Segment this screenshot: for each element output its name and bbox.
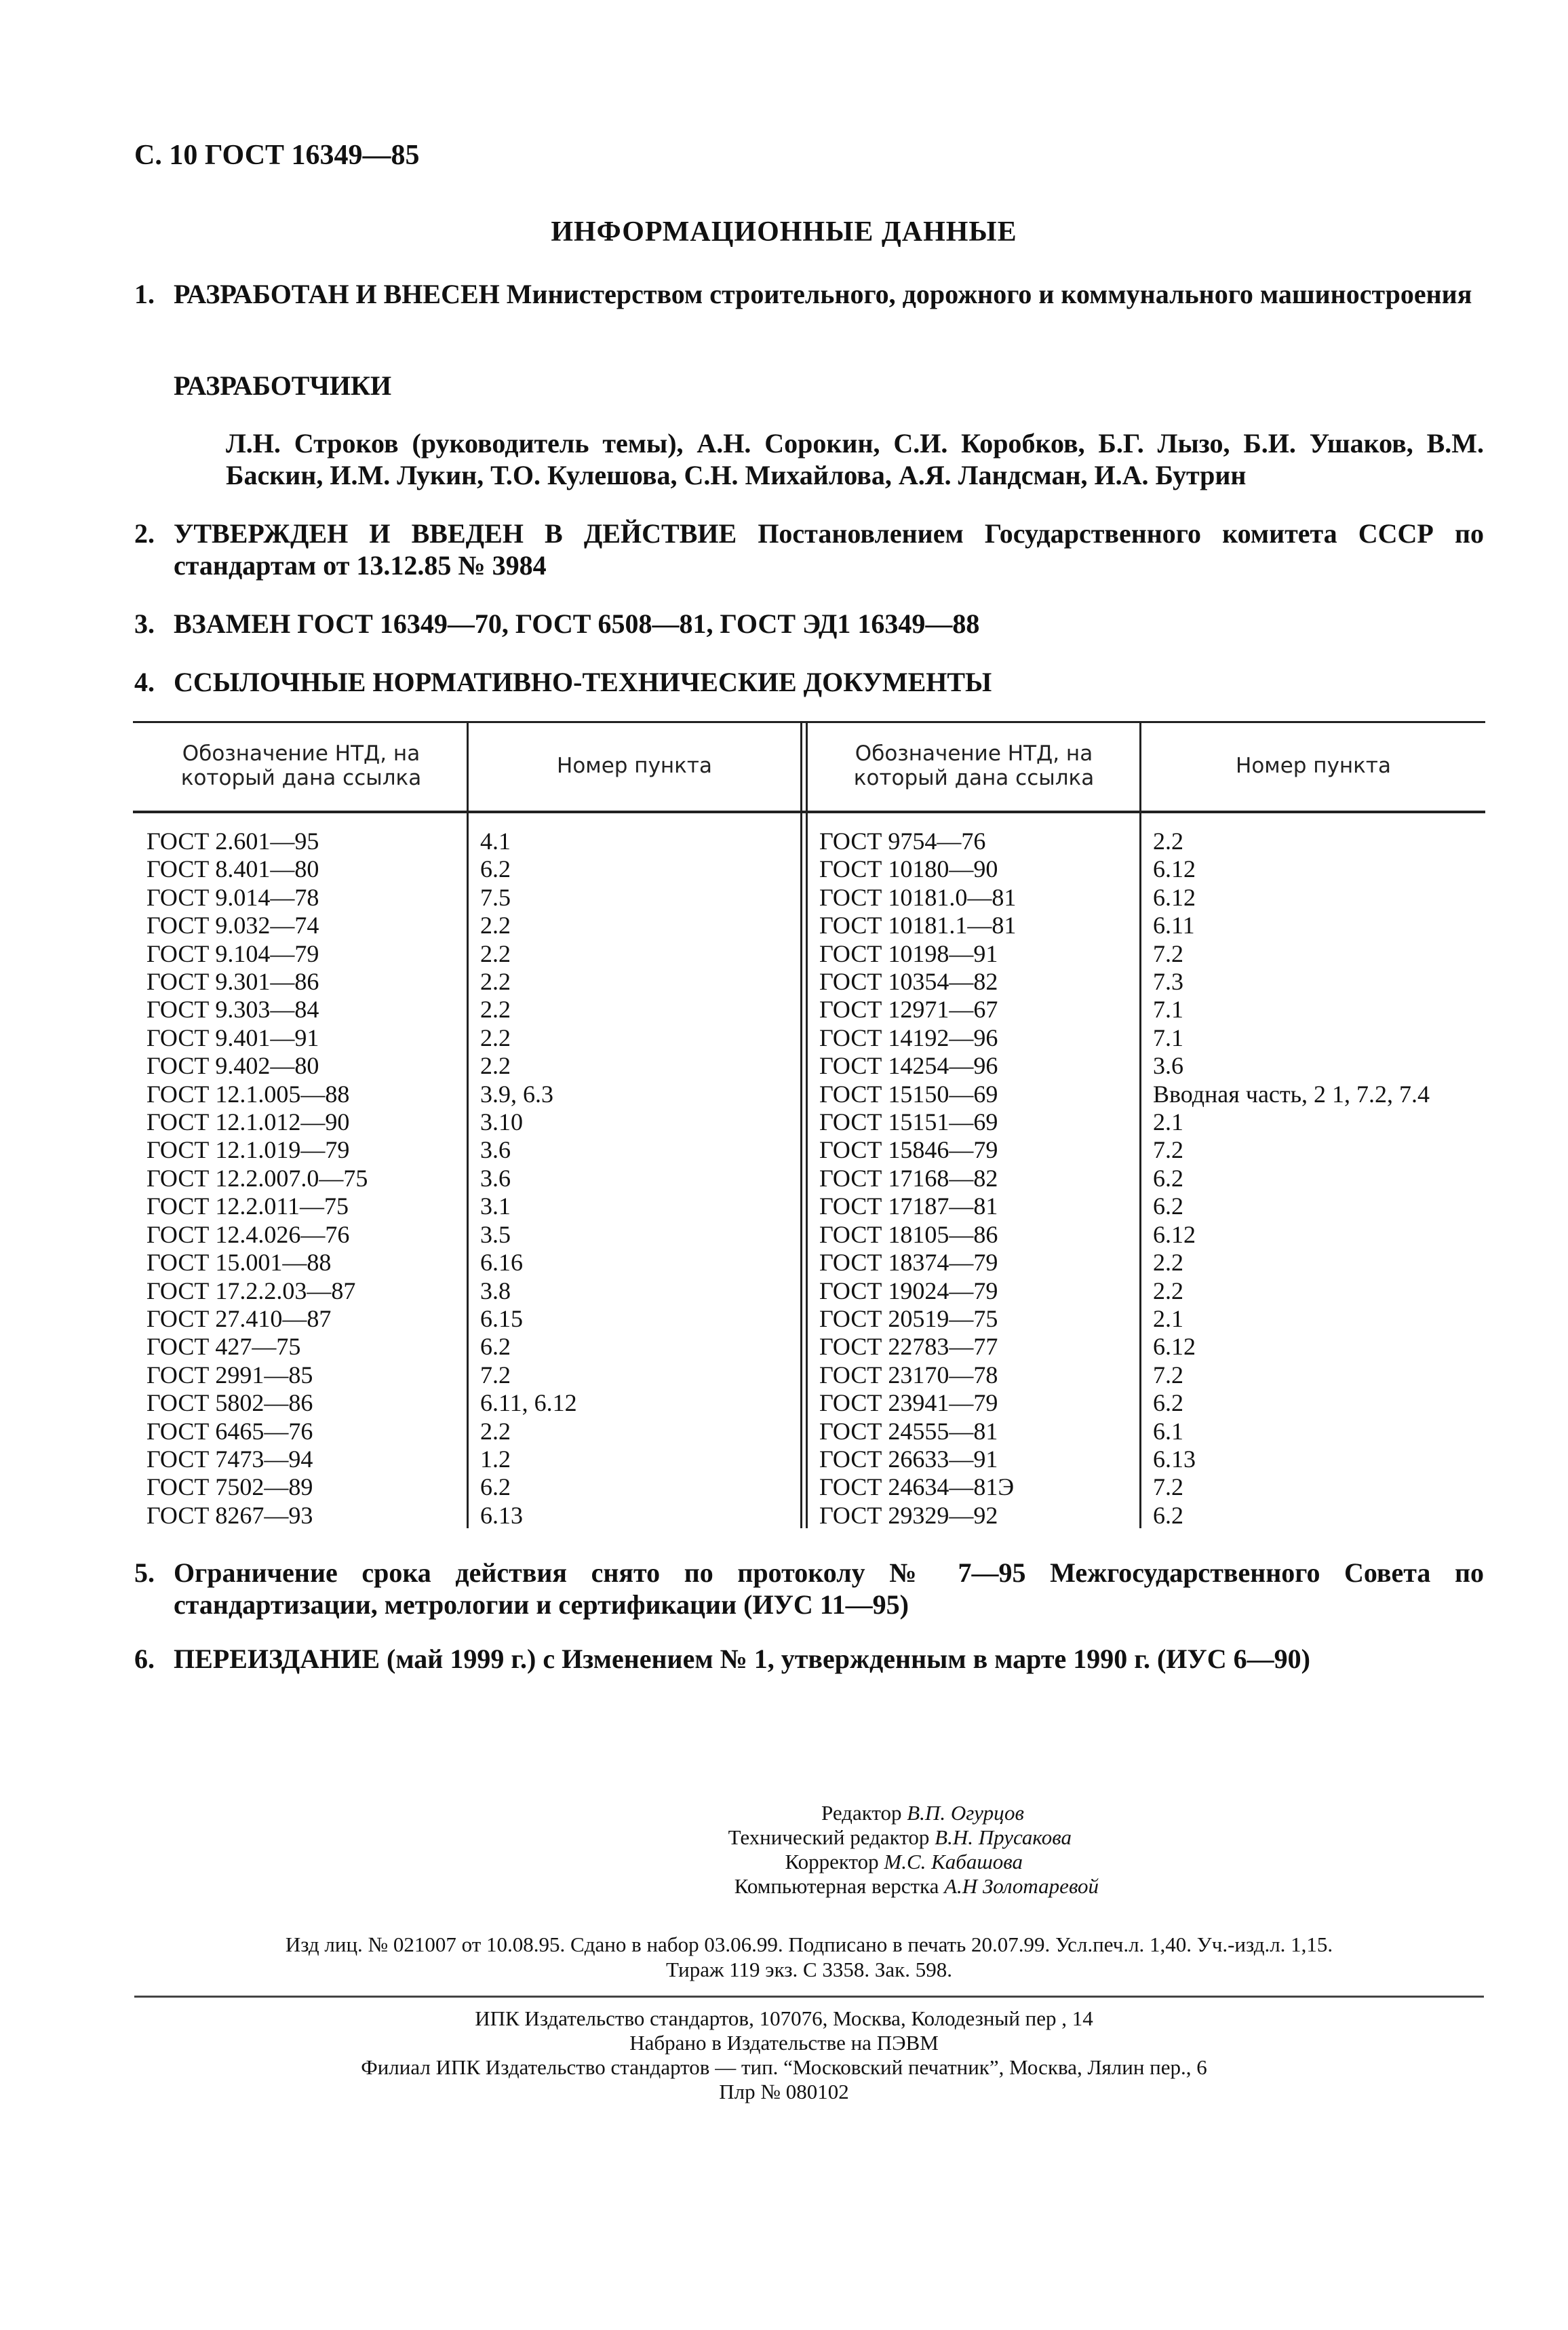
table-cell-doc: ГОСТ 15846—79 xyxy=(819,1136,998,1164)
table-cell-doc: ГОСТ 17187—81 xyxy=(819,1192,998,1220)
column-divider xyxy=(1139,721,1141,1528)
table-cell-doc: ГОСТ 10181.0—81 xyxy=(819,883,1017,911)
table-cell-doc: ГОСТ 19024—79 xyxy=(819,1277,998,1304)
table-cell-clause: 3.10 xyxy=(480,1108,523,1136)
item-text: Ограничение срока действия снято по протоколу № 7—95 Межгосударственного Совета по стандартизации, метрологии и сертификации (ИУС 11—95) xyxy=(174,1557,1484,1620)
table-cell-clause: 3.5 xyxy=(480,1220,511,1248)
table-cell-clause: 7.2 xyxy=(1153,1473,1183,1501)
table-cell-doc: ГОСТ 10354—82 xyxy=(819,968,998,996)
credit-tech-editor xyxy=(583,1825,1099,1850)
table-cell-doc: ГОСТ 15150—69 xyxy=(819,1080,998,1108)
table-cell-doc: ГОСТ 2991—85 xyxy=(146,1361,313,1389)
table-cell-doc: ГОСТ 17.2.2.03—87 xyxy=(146,1277,356,1304)
table-cell-clause: 6.12 xyxy=(1153,883,1196,911)
item-4 xyxy=(134,666,1484,698)
table-cell-doc: ГОСТ 12.1.012—90 xyxy=(146,1108,350,1136)
table-cell-doc: ГОСТ 12971—67 xyxy=(819,996,998,1024)
table-cell-doc: ГОСТ 18105—86 xyxy=(819,1220,998,1248)
item-lead: РАЗРАБОТАН И ВНЕСЕН xyxy=(174,279,500,309)
table-cell-doc: ГОСТ 20519—75 xyxy=(819,1304,998,1332)
header-doc-left: Обозначение НТД, на который дана ссылка xyxy=(180,741,422,790)
table-cell-clause: 7.2 xyxy=(480,1361,511,1389)
table-cell-clause: 2.2 xyxy=(480,1024,511,1051)
table-cell-doc: ГОСТ 24555—81 xyxy=(819,1417,998,1445)
table-cell-clause: 6.2 xyxy=(480,1333,511,1361)
table-cell-clause: 4.1 xyxy=(480,828,511,855)
header-clause-left: Номер пункта xyxy=(557,754,712,778)
table-cell-doc: ГОСТ 6465—76 xyxy=(146,1417,313,1445)
publication-info-line: Изд лиц. № 021007 от 10.08.95. Сдано в набор 03.06.99. Подписано в печать 20.07.99. Усл.печ.л. 1,40. Уч.-изд.л. 1,15. xyxy=(285,1933,1333,1956)
table-cell-clause: 7.2 xyxy=(1153,1361,1183,1389)
table-cell-clause: 2.2 xyxy=(480,968,511,996)
table-cell-clause: 2.2 xyxy=(1153,1249,1183,1277)
table-cell-doc: ГОСТ 12.2.011—75 xyxy=(146,1192,349,1220)
table-cell-doc: ГОСТ 9.104—79 xyxy=(146,939,319,967)
table-cell-doc: ГОСТ 18374—79 xyxy=(819,1249,998,1277)
table-cell-doc: ГОСТ 17168—82 xyxy=(819,1164,998,1192)
item-number: 4. xyxy=(134,667,155,697)
table-cell-clause: 2.2 xyxy=(1153,1277,1183,1304)
item-text: ССЫЛОЧНЫЕ НОРМАТИВНО-ТЕХНИЧЕСКИЕ ДОКУМЕНТЫ xyxy=(174,667,992,697)
table-cell-clause: 3.6 xyxy=(480,1136,511,1164)
credit-label: Корректор xyxy=(785,1850,879,1873)
credit-layout xyxy=(583,1874,1099,1899)
table-cell-clause: 6.1 xyxy=(1153,1417,1183,1445)
table-cell-doc: ГОСТ 12.1.019—79 xyxy=(146,1136,350,1164)
table-cell-clause: 6.2 xyxy=(480,1473,511,1501)
item-text: Министерством строительного, дорожного и коммунального машиностроения xyxy=(506,279,1472,309)
table-cell-clause: 2.2 xyxy=(480,1052,511,1080)
credit-name: М.С. Кабашова xyxy=(884,1850,1023,1873)
credit-name: А.Н Золотаревой xyxy=(944,1874,1099,1898)
credit-label: Технический редактор xyxy=(728,1825,930,1849)
table-cell-doc: ГОСТ 9.032—74 xyxy=(146,912,319,939)
table-cell-doc: ГОСТ 29329—92 xyxy=(819,1501,998,1529)
credit-name: В.П. Огурцов xyxy=(907,1801,1024,1825)
table-cell-clause: 6.16 xyxy=(480,1249,523,1277)
credit-editor xyxy=(583,1801,1099,1825)
table-cell-clause: 6.15 xyxy=(480,1304,523,1332)
table-cell-clause: 2.2 xyxy=(480,912,511,939)
table-cell-doc: ГОСТ 9.402—80 xyxy=(146,1052,319,1080)
credits-block xyxy=(583,1801,1099,1899)
table-cell-doc: ГОСТ 10198—91 xyxy=(819,939,998,967)
table-cell-clause: 6.12 xyxy=(1153,1220,1196,1248)
table-cell-clause: 2.1 xyxy=(1153,1304,1183,1332)
table-cell-doc: ГОСТ 9754—76 xyxy=(819,828,986,855)
item-text: Постановлением Государственного комитета СССР по стандартам от 13.12.85 № 3984 xyxy=(174,518,1485,581)
table-cell-clause: 2.2 xyxy=(480,1417,511,1445)
table-cell-doc: ГОСТ 23941—79 xyxy=(819,1389,998,1417)
table-cell-clause: Вводная часть, 2 1, 7.2, 7.4 xyxy=(1153,1080,1430,1108)
table-cell-clause: 6.11, 6.12 xyxy=(480,1389,577,1417)
table-cell-doc: ГОСТ 12.4.026—76 xyxy=(146,1220,350,1248)
imprint-line: ИПК Издательство стандартов, 107076, Москва, Колодезный пер , 14 xyxy=(475,2006,1093,2030)
item-number: 6. xyxy=(134,1644,155,1674)
item-number: 5. xyxy=(134,1557,155,1588)
developers-list: Л.Н. Строков (руководитель темы), А.Н. Сорокин, С.И. Коробков, Б.Г. Лызо, Б.И. Ушаков, В.М. Баскин, И.М. Лукин, Т.О. Кулешова, С.Н. Михайлова, А.Я. Ландсман, И.А. Бутрин xyxy=(226,428,1484,490)
header-doc-right: Обозначение НТД, на который дана ссылка xyxy=(853,741,1095,790)
table-cell-doc: ГОСТ 10181.1—81 xyxy=(819,912,1017,939)
developers-heading: РАЗРАБОТЧИКИ xyxy=(174,370,392,401)
publication-info xyxy=(134,1932,1484,1982)
item-text: ПЕРЕИЗДАНИЕ (май 1999 г.) с Изменением № 1, утвержденным в марте 1990 г. (ИУС 6—90) xyxy=(174,1644,1310,1674)
table-cell-clause: 6.12 xyxy=(1153,855,1196,883)
credit-label: Компьютерная верстка xyxy=(734,1874,939,1898)
table-cell-clause: 2.2 xyxy=(480,939,511,967)
table-cell-clause: 7.1 xyxy=(1153,1024,1183,1051)
imprint-line: Набрано в Издательстве на ПЭВМ xyxy=(629,2031,939,2055)
credit-name: В.Н. Прусакова xyxy=(935,1825,1072,1849)
imprint-line: Плр № 080102 xyxy=(719,2080,849,2103)
table-cell-clause: 6.12 xyxy=(1153,1333,1196,1361)
table-cell-doc: ГОСТ 23170—78 xyxy=(819,1361,998,1389)
table-cell-doc: ГОСТ 15.001—88 xyxy=(146,1249,332,1277)
table-cell-doc: ГОСТ 9.014—78 xyxy=(146,883,319,911)
table-cell-clause: 6.11 xyxy=(1153,912,1195,939)
table-cell-doc: ГОСТ 9.303—84 xyxy=(146,996,319,1024)
table-cell-doc: ГОСТ 5802—86 xyxy=(146,1389,313,1417)
item-number: 2. xyxy=(134,518,155,549)
table-cell-clause: 2.2 xyxy=(1153,828,1183,855)
table-cell-doc: ГОСТ 24634—81Э xyxy=(819,1473,1015,1501)
table-cell-clause: 6.13 xyxy=(480,1501,523,1529)
item-text: ВЗАМЕН ГОСТ 16349—70, ГОСТ 6508—81, ГОСТ ЭД1 16349—88 xyxy=(174,608,980,639)
item-6 xyxy=(134,1643,1484,1675)
table-cell-doc: ГОСТ 14192—96 xyxy=(819,1024,998,1051)
table-cell-doc: ГОСТ 427—75 xyxy=(146,1333,301,1361)
table-cell-doc: ГОСТ 8.401—80 xyxy=(146,855,319,883)
table-cell-clause: 6.2 xyxy=(1153,1501,1183,1529)
table-cell-clause: 2.1 xyxy=(1153,1108,1183,1136)
imprint-block xyxy=(0,2006,1568,2104)
table-cell-doc: ГОСТ 9.401—91 xyxy=(146,1024,319,1051)
table-header-rule xyxy=(133,811,1485,813)
table-cell-doc: ГОСТ 8267—93 xyxy=(146,1501,313,1529)
column-divider xyxy=(800,721,802,1528)
reference-documents-table xyxy=(133,721,1485,1528)
footer-separator xyxy=(134,1996,1484,1998)
column-left-clauses xyxy=(480,828,577,1530)
table-cell-clause: 7.5 xyxy=(480,883,511,911)
table-cell-clause: 1.2 xyxy=(480,1445,511,1473)
table-cell-doc: ГОСТ 7473—94 xyxy=(146,1445,313,1473)
table-cell-clause: 3.6 xyxy=(1153,1052,1183,1080)
table-cell-doc: ГОСТ 22783—77 xyxy=(819,1333,998,1361)
table-cell-clause: 7.2 xyxy=(1153,1136,1183,1164)
table-cell-clause: 3.8 xyxy=(480,1277,511,1304)
table-cell-clause: 7.1 xyxy=(1153,996,1183,1024)
table-cell-clause: 3.9, 6.3 xyxy=(480,1080,553,1108)
table-cell-clause: 3.1 xyxy=(480,1192,511,1220)
table-cell-clause: 6.2 xyxy=(1153,1164,1183,1192)
table-cell-doc: ГОСТ 14254—96 xyxy=(819,1052,998,1080)
item-number: 3. xyxy=(134,608,155,639)
table-cell-clause: 2.2 xyxy=(480,996,511,1024)
credit-corrector xyxy=(583,1850,1099,1874)
table-cell-clause: 3.6 xyxy=(480,1164,511,1192)
table-cell-doc: ГОСТ 15151—69 xyxy=(819,1108,998,1136)
table-cell-clause: 6.2 xyxy=(480,855,511,883)
imprint-line: Филиал ИПК Издательство стандартов — тип. “Московский печатник”, Москва, Лялин пер., 6 xyxy=(361,2055,1207,2079)
column-right-clauses xyxy=(1153,828,1430,1530)
page-title: ИНФОРМАЦИОННЫЕ ДАННЫЕ xyxy=(551,216,1017,248)
column-divider xyxy=(467,721,469,1528)
table-cell-doc: ГОСТ 12.2.007.0—75 xyxy=(146,1164,368,1192)
publication-info-line: Тираж 119 экз. С 3358. Зак. 598. xyxy=(665,1958,952,1981)
table-cell-clause: 6.2 xyxy=(1153,1389,1183,1417)
item-1 xyxy=(134,278,1484,310)
table-cell-doc: ГОСТ 9.301—86 xyxy=(146,968,319,996)
table-cell-doc: ГОСТ 2.601—95 xyxy=(146,828,319,855)
table-cell-clause: 7.3 xyxy=(1153,968,1183,996)
credit-label: Редактор xyxy=(821,1801,902,1825)
table-cell-clause: 6.2 xyxy=(1153,1192,1183,1220)
table-cell-doc: ГОСТ 10180—90 xyxy=(819,855,998,883)
item-lead: УТВЕРЖДЕН И ВВЕДЕН В ДЕЙСТВИЕ xyxy=(174,518,737,549)
item-2 xyxy=(134,518,1484,581)
column-divider xyxy=(806,721,808,1528)
table-cell-doc: ГОСТ 27.410—87 xyxy=(146,1304,332,1332)
table-cell-doc: ГОСТ 7502—89 xyxy=(146,1473,313,1501)
table-top-rule xyxy=(133,721,1485,723)
item-5 xyxy=(134,1557,1484,1620)
table-cell-clause: 7.2 xyxy=(1153,939,1183,967)
table-cell-doc: ГОСТ 26633—91 xyxy=(819,1445,998,1473)
column-right-docs xyxy=(819,828,1016,1530)
table-cell-clause: 6.13 xyxy=(1153,1445,1196,1473)
item-number: 1. xyxy=(134,279,155,309)
header-clause-right: Номер пункта xyxy=(1236,754,1391,778)
page-header: С. 10 ГОСТ 16349—85 xyxy=(134,140,420,171)
table-cell-doc: ГОСТ 12.1.005—88 xyxy=(146,1080,350,1108)
column-left-docs xyxy=(146,828,368,1530)
item-3 xyxy=(134,608,1484,640)
